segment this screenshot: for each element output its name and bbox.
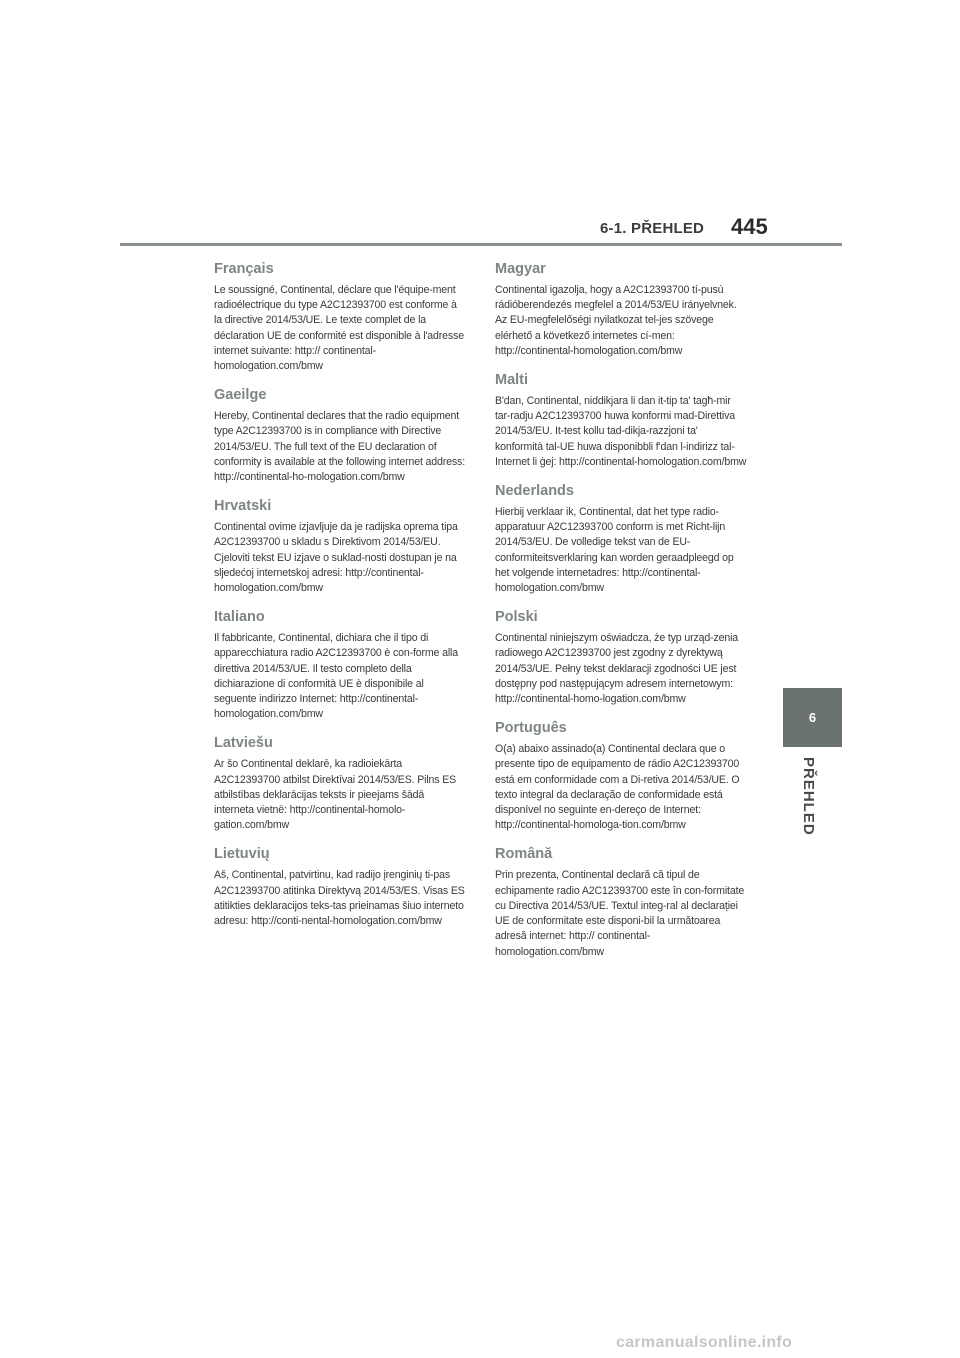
declaration-text: Hierbij verklaar ik, Continental, dat het type radio-apparatuur A2C12393700 conform is met Richt-lijn 2014/53/EU. De volledige tekst van de EU-conformiteitsverklaring kan worden geraadpleegd op het volgende internetadres: http://continental-homologation.com/bmw <box>495 506 734 595</box>
chapter-tab[interactable] <box>783 688 842 747</box>
language-heading: Italiano <box>214 609 265 626</box>
declaration-text: O(a) abaixo assinado(a) Continental declara que o presente tipo de equipamento de rádio A2C12393700 está em conformidade com a Di-retiva 2014/53/UE. O texto integral da declaração de conformidade está disponível no seguinte en-dereço de Internet: http://continental-homologa-tion.com/bmw <box>495 743 740 832</box>
section-title: 6-1. PŘEHLED <box>600 220 705 237</box>
language-block-hungarian <box>495 261 747 359</box>
language-block-polish <box>495 609 747 707</box>
declaration-text: B'dan, Continental, niddikjara li dan it-tip ta' tagħ-mir tar-radju A2C12393700 huwa konformi mad-Direttiva 2014/53/EU. It-test kollu tad-dikja-razzjoni ta' konformità tal-UE huwa disponibbli f'dan l-indirizz tal-Internet li ġej: http://continental-homologation.com/bmw <box>495 395 747 468</box>
declaration-text: Continental ovime izjavljuje da je radijska oprema tipa A2C12393700 u skladu s Direktivom 2014/53/EU. Cjeloviti tekst EU izjave o suklad-nosti dostupan je na sljedećoj internetskoj adresi: http://continental-homologation.com/bmw <box>214 521 458 595</box>
language-block-italian <box>214 609 466 722</box>
language-heading: Lietuvių <box>214 846 270 863</box>
chapter-number: 6 <box>808 710 817 725</box>
language-heading: Português <box>495 720 567 737</box>
language-block-croatian <box>214 498 466 596</box>
right-column <box>495 261 747 973</box>
language-heading: Magyar <box>495 261 546 277</box>
language-heading: Nederlands <box>495 483 574 500</box>
language-heading: Hrvatski <box>214 498 272 515</box>
language-block-lithuanian <box>214 846 466 929</box>
language-block-portuguese <box>495 720 747 833</box>
declaration-text: Continental niniejszym oświadcza, że typ urząd-zenia radiowego A2C12393700 jest zgodny z dyrektywą 2014/53/UE. Pełny tekst deklaracji zgodności UE jest dostępny pod następującym adresem internetowym: http://continental-homo-logation.com/bmw <box>495 632 739 706</box>
language-heading: Malti <box>495 372 529 389</box>
declaration-text: Ar šo Continental deklarē, ka radioiekārta A2C12393700 atbilst Direktīvai 2014/53/ES. Pilns ES atbilstības deklarācijas teksts ir pieejams šādā interneta vietnē: http://continental-homolo-gation.com/bmw <box>214 758 457 832</box>
declaration-text: Il fabbricante, Continental, dichiara che il tipo di apparecchiatura radio A2C12393700 è con-forme alla direttiva 2014/53/UE. Il testo completo della dichiarazione di conformità UE è disponibile al seguente indirizzo Internet: http://continental-homologation.com/bmw <box>214 632 458 721</box>
header-rule <box>120 243 842 246</box>
language-block-latvian <box>214 735 466 833</box>
declaration-text: Aš, Continental, patvirtinu, kad radijo įrenginių ti-pas A2C12393700 atitinka Direktyvą 2014/53/ES. Visas ES atitikties deklaracijos teks-tas prieinamas šiuo interneto adresu: http://conti-nental-homologation.com/bmw <box>214 869 465 928</box>
declaration-text: Le soussigné, Continental, déclare que l'équipe-ment radioélectrique du type A2C12393700 est conforme à la directive 2014/53/UE. Le texte complet de la déclaration UE de conformité est disponible à l'adresse internet suivante: http:// continental-homologation.com/bmw <box>214 284 464 373</box>
language-block-romanian <box>495 846 747 959</box>
watermark: carmanualsonline.info <box>616 1334 793 1351</box>
declaration-text: Prin prezenta, Continental declară că tipul de echipamente radio A2C12393700 este în con-formitate cu Directiva 2014/53/UE. Textul integ-ral al declarației UE de conformitate este disponi-bil la următoarea adresă internet: http:// continental-homologation.com/bmw <box>495 869 745 958</box>
declaration-text: Hereby, Continental declares that the radio equipment type A2C12393700 is in compliance with Directive 2014/53/EU. The full text of the EU declaration of conformity is available at the following internet address: http://continental-ho-mologation.com/bmw <box>214 410 465 484</box>
language-block-french <box>214 261 466 374</box>
page-header <box>0 208 960 248</box>
language-block-dutch <box>495 483 747 596</box>
chapter-label: PŘEHLED <box>800 757 817 836</box>
language-heading: Latviešu <box>214 735 273 752</box>
language-block-irish <box>214 387 466 485</box>
language-heading: Français <box>214 261 274 277</box>
language-heading: Polski <box>495 609 538 626</box>
page-number: 445 <box>731 214 768 239</box>
left-column <box>214 261 466 942</box>
declaration-text: Continental igazolja, hogy a A2C12393700 tí-pusú rádióberendezés megfelel a 2014/53/EU irányelvnek. Az EU-megfelelőségi nyilatkozat tel-jes szövege elérhető a következő internetes cí-men: http://continental-homologation.com/bmw <box>495 284 737 357</box>
language-heading: Gaeilge <box>214 387 267 404</box>
language-heading: Română <box>495 846 553 863</box>
language-block-maltese <box>495 372 747 470</box>
